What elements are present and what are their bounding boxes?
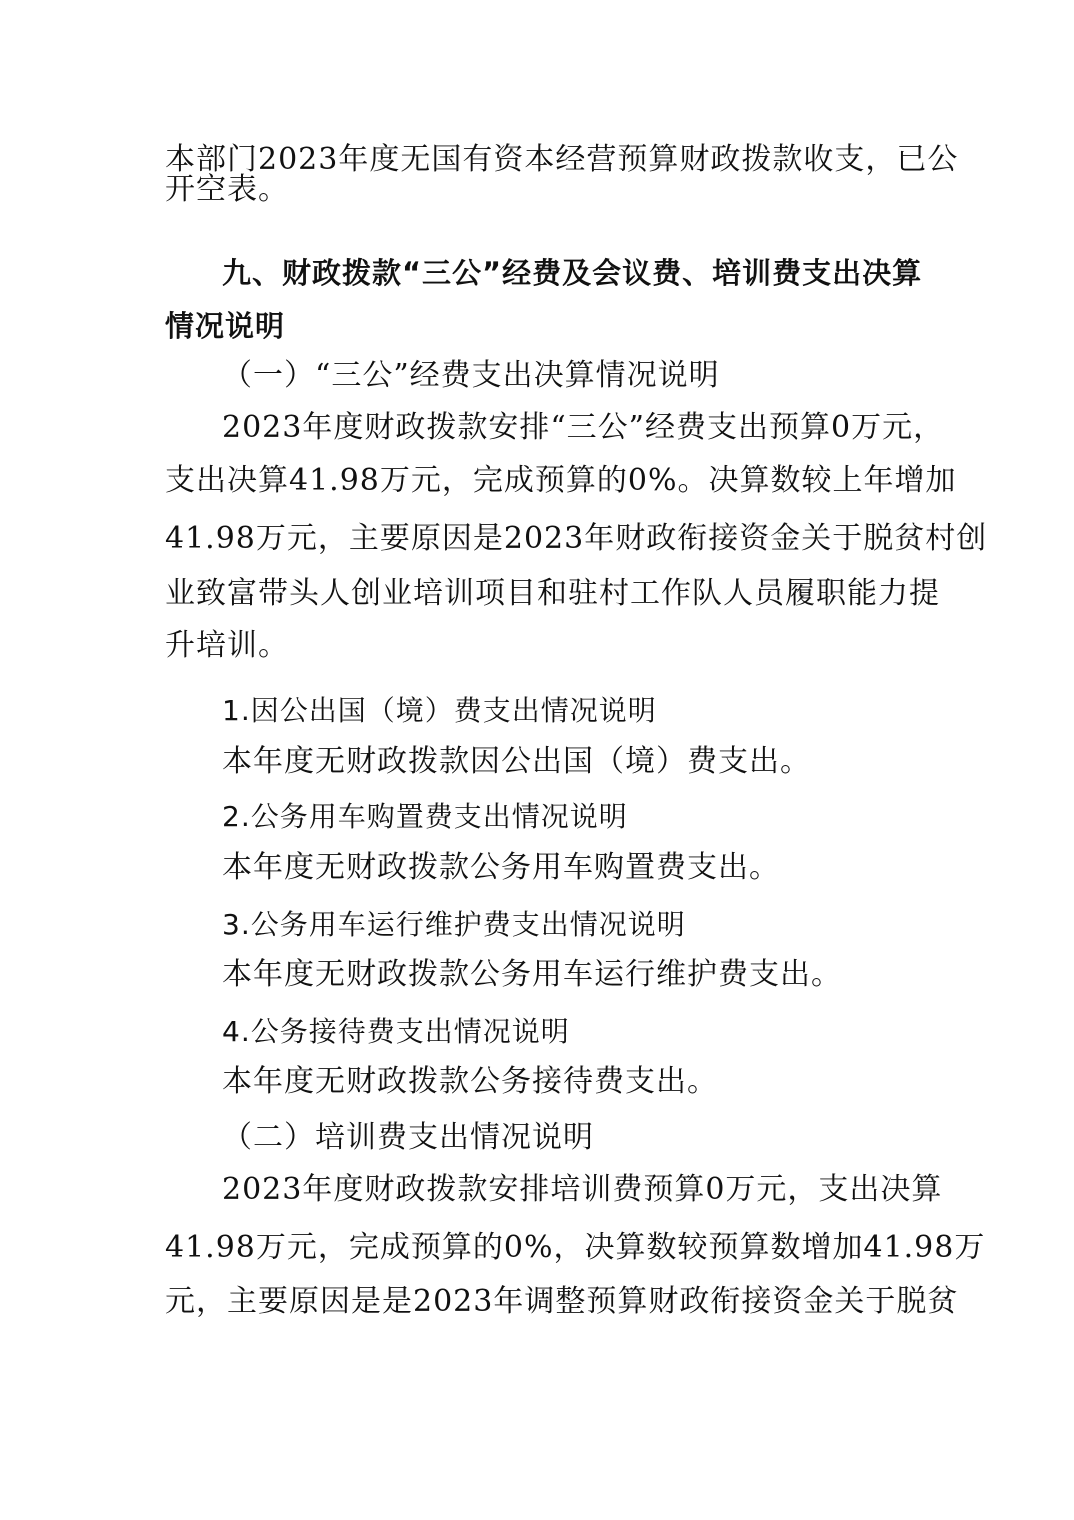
item-heading: 4.公务接待费支出情况说明 bbox=[222, 1015, 570, 1048]
paragraph-line: 本年度无财政拨款因公出国（境）费支出。 bbox=[222, 744, 811, 779]
item-heading: 2.公务用车购置费支出情况说明 bbox=[222, 800, 628, 833]
paragraph-line: 2023年度财政拨款安排“三公”经费支出预算0万元， bbox=[222, 410, 945, 445]
paragraph-line: 2023年度财政拨款安排培训费预算0万元，支出决算 bbox=[222, 1172, 943, 1207]
paragraph-line: 开空表。 bbox=[165, 172, 289, 207]
paragraph-line: 业致富带头人创业培训项目和驻村工作队人员履职能力提 bbox=[165, 576, 940, 611]
paragraph-line: 元，主要原因是是2023年调整预算财政衔接资金关于脱贫 bbox=[165, 1284, 959, 1319]
section-heading-continued: 情况说明 bbox=[165, 309, 286, 343]
item-heading: 3.公务用车运行维护费支出情况说明 bbox=[222, 908, 686, 941]
paragraph-line: 支出决算41.98万元，完成预算的0%。决算数较上年增加 bbox=[165, 463, 957, 498]
paragraph-line: 本年度无财政拨款公务接待费支出。 bbox=[222, 1064, 718, 1099]
subsection-heading: （二）培训费支出情况说明 bbox=[222, 1120, 594, 1155]
section-heading: 九、财政拨款“三公”经费及会议费、培训费支出决算 bbox=[222, 256, 923, 290]
subsection-heading: （一）“三公”经费支出决算情况说明 bbox=[222, 358, 720, 393]
paragraph-line: 本年度无财政拨款公务用车运行维护费支出。 bbox=[222, 957, 842, 992]
item-heading: 1.因公出国（境）费支出情况说明 bbox=[222, 694, 657, 727]
paragraph-line: 41.98万元，主要原因是2023年财政衔接资金关于脱贫村创 bbox=[165, 521, 988, 556]
paragraph-line: 升培训。 bbox=[165, 628, 289, 663]
paragraph-line: 41.98万元，完成预算的0%，决算数较预算数增加41.98万 bbox=[165, 1230, 986, 1265]
paragraph-line: 本部门2023年度无国有资本经营预算财政拨款收支，已公 bbox=[165, 142, 959, 177]
paragraph-line: 本年度无财政拨款公务用车购置费支出。 bbox=[222, 850, 780, 885]
